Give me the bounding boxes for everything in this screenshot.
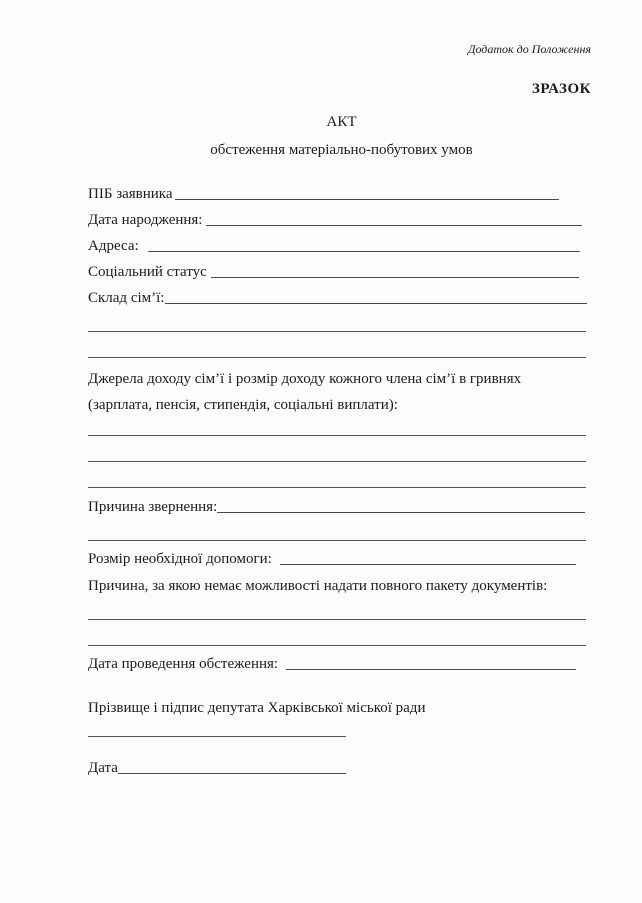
income-sources-line-2[interactable] bbox=[88, 461, 586, 462]
missing-docs-line-2[interactable] bbox=[88, 645, 586, 646]
date-row bbox=[88, 760, 346, 777]
document-subtitle: обстеження матеріально-побутових умов bbox=[210, 142, 473, 158]
inspection-date-row bbox=[88, 656, 576, 673]
income-sources-line-3[interactable] bbox=[88, 487, 586, 488]
help-amount-label: Розмір необхідної допомоги: bbox=[88, 551, 272, 567]
reason-extra-line[interactable] bbox=[88, 540, 586, 541]
reason-field[interactable] bbox=[217, 511, 585, 513]
reason-row bbox=[88, 499, 585, 516]
applicant-name-label: ПІБ заявника bbox=[88, 186, 173, 202]
deputy-signature-field[interactable] bbox=[88, 736, 346, 737]
date-field[interactable] bbox=[118, 772, 346, 774]
deputy-signature-label: Прізвище і підпис депутата Харківської міської ради bbox=[88, 700, 426, 716]
document-title: АКТ bbox=[326, 114, 357, 130]
applicant-name-row bbox=[88, 186, 559, 203]
reason-label: Причина звернення: bbox=[88, 499, 218, 515]
family-composition-extra-line-2[interactable] bbox=[88, 357, 586, 358]
social-status-label: Соціальний статус bbox=[88, 264, 207, 280]
missing-docs-line-1[interactable] bbox=[88, 619, 586, 620]
social-status-field[interactable] bbox=[211, 276, 579, 278]
help-amount-row bbox=[88, 551, 576, 568]
birth-date-field[interactable] bbox=[206, 224, 582, 226]
address-row bbox=[88, 238, 580, 255]
missing-docs-reason-label: Причина, за якою немає можливості надати повного пакету документів: bbox=[88, 578, 548, 594]
social-status-row bbox=[88, 264, 579, 281]
applicant-name-field[interactable] bbox=[175, 198, 559, 200]
family-composition-field[interactable] bbox=[165, 302, 587, 304]
family-composition-row bbox=[88, 290, 587, 307]
income-sources-label-line1: Джерела доходу сім’ї і розмір доходу кожного члена сім’ї в гривнях bbox=[88, 371, 522, 387]
family-composition-label: Склад сім’ї: bbox=[88, 290, 165, 306]
sample-label: ЗРАЗОК bbox=[531, 81, 591, 97]
date-label: Дата bbox=[88, 760, 118, 776]
birth-date-label: Дата народження: bbox=[88, 212, 203, 228]
address-label: Адреса: bbox=[88, 238, 139, 254]
address-field[interactable] bbox=[148, 250, 580, 252]
income-sources-label-line2: (зарплата, пенсія, стипендія, соціальні виплати): bbox=[88, 397, 398, 413]
help-amount-field[interactable] bbox=[280, 563, 576, 565]
family-composition-extra-line-1[interactable] bbox=[88, 331, 586, 332]
inspection-date-field[interactable] bbox=[286, 668, 576, 670]
income-sources-line-1[interactable] bbox=[88, 435, 586, 436]
birth-date-row bbox=[88, 212, 582, 229]
annex-note: Додаток до Положення bbox=[467, 42, 591, 56]
inspection-date-label: Дата проведення обстеження: bbox=[88, 656, 279, 672]
